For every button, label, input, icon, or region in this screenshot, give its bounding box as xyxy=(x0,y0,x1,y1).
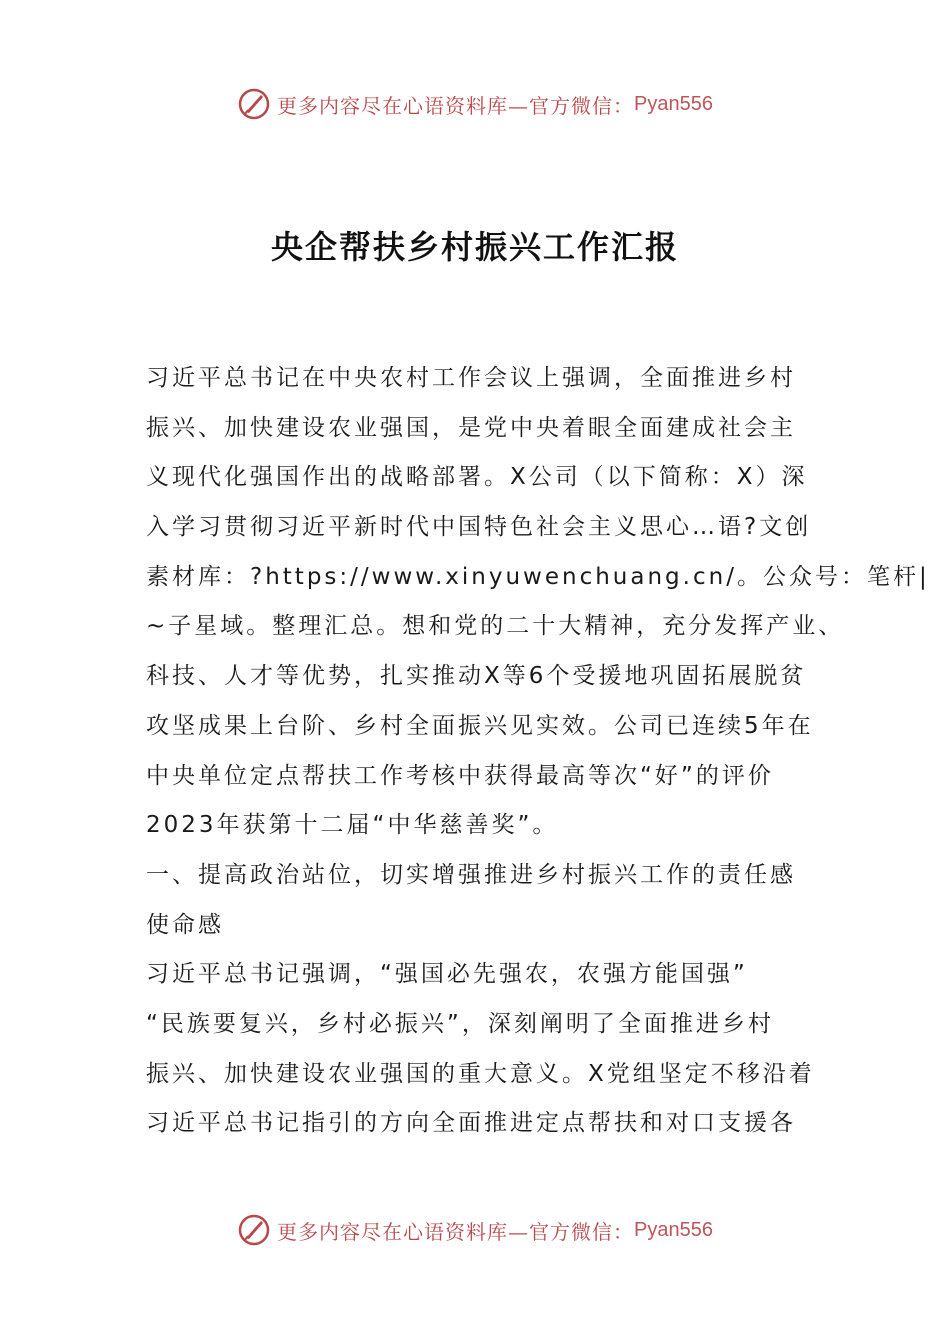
body-line: “民族要复兴，乡村必振兴”，深刻阐明了全面推进乡村 xyxy=(146,1010,774,1037)
document-body xyxy=(146,354,930,1149)
body-line: 科技、人才等优势，扎实推动X等6个受援地巩固拓展脱贫 xyxy=(146,663,807,690)
quill-logo-icon xyxy=(237,87,271,121)
body-line: ~子星域。整理汇总。想和党的二十大精神，充分发挥产业、 xyxy=(146,613,845,640)
header-watermark-banner xyxy=(0,84,950,124)
body-line: 习近平总书记在中央农村工作会议上强调，全面推进乡村 xyxy=(146,365,796,391)
body-line: 习近平总书记指引的方向全面推进定点帮扶和对口支援各 xyxy=(146,1110,796,1137)
banner-wechat-id: Pyan556 xyxy=(634,92,713,115)
body-line: 习近平总书记强调，“强国必先强农，农强方能国强” xyxy=(146,961,748,988)
body-line: 振兴、加快建设农业强国的重大意义。X党组坚定不移沿着 xyxy=(146,1060,815,1087)
footer-watermark-banner xyxy=(0,1210,950,1250)
banner-text: 更多内容尽在心语资料库—官方微信： xyxy=(277,93,635,118)
quill-logo-icon xyxy=(237,1213,271,1247)
body-line: 振兴、加快建设农业强国，是党中央着眼全面建成社会主 xyxy=(146,414,796,441)
body-line: 义现代化强国作出的战略部署。X公司（以下简称：X）深 xyxy=(146,464,808,491)
document-title: 央企帮扶乡村振兴工作汇报 xyxy=(270,228,679,266)
body-line: 素材库：?https://www.xinyuwenchuang.cn/。公众号：笔杆| xyxy=(146,563,930,590)
body-line: 攻坚成果上台阶、乡村全面振兴见实效。公司已连续5年在 xyxy=(146,712,814,739)
body-line: 2023年获第十二届“中华慈善奖”。 xyxy=(146,812,559,839)
body-line: 中央单位定点帮扶工作考核中获得最高等次“好”的评价 xyxy=(146,762,774,789)
section-heading-line: 使命感 xyxy=(146,911,224,938)
banner-text: 更多内容尽在心语资料库—官方微信： xyxy=(277,1219,635,1244)
section-heading-line: 一、提高政治站位，切实增强推进乡村振兴工作的责任感 xyxy=(146,861,796,888)
body-line: 入学习贯彻习近平新时代中国特色社会主义思心…语?文创 xyxy=(146,514,812,541)
banner-wechat-id: Pyan556 xyxy=(634,1218,713,1241)
